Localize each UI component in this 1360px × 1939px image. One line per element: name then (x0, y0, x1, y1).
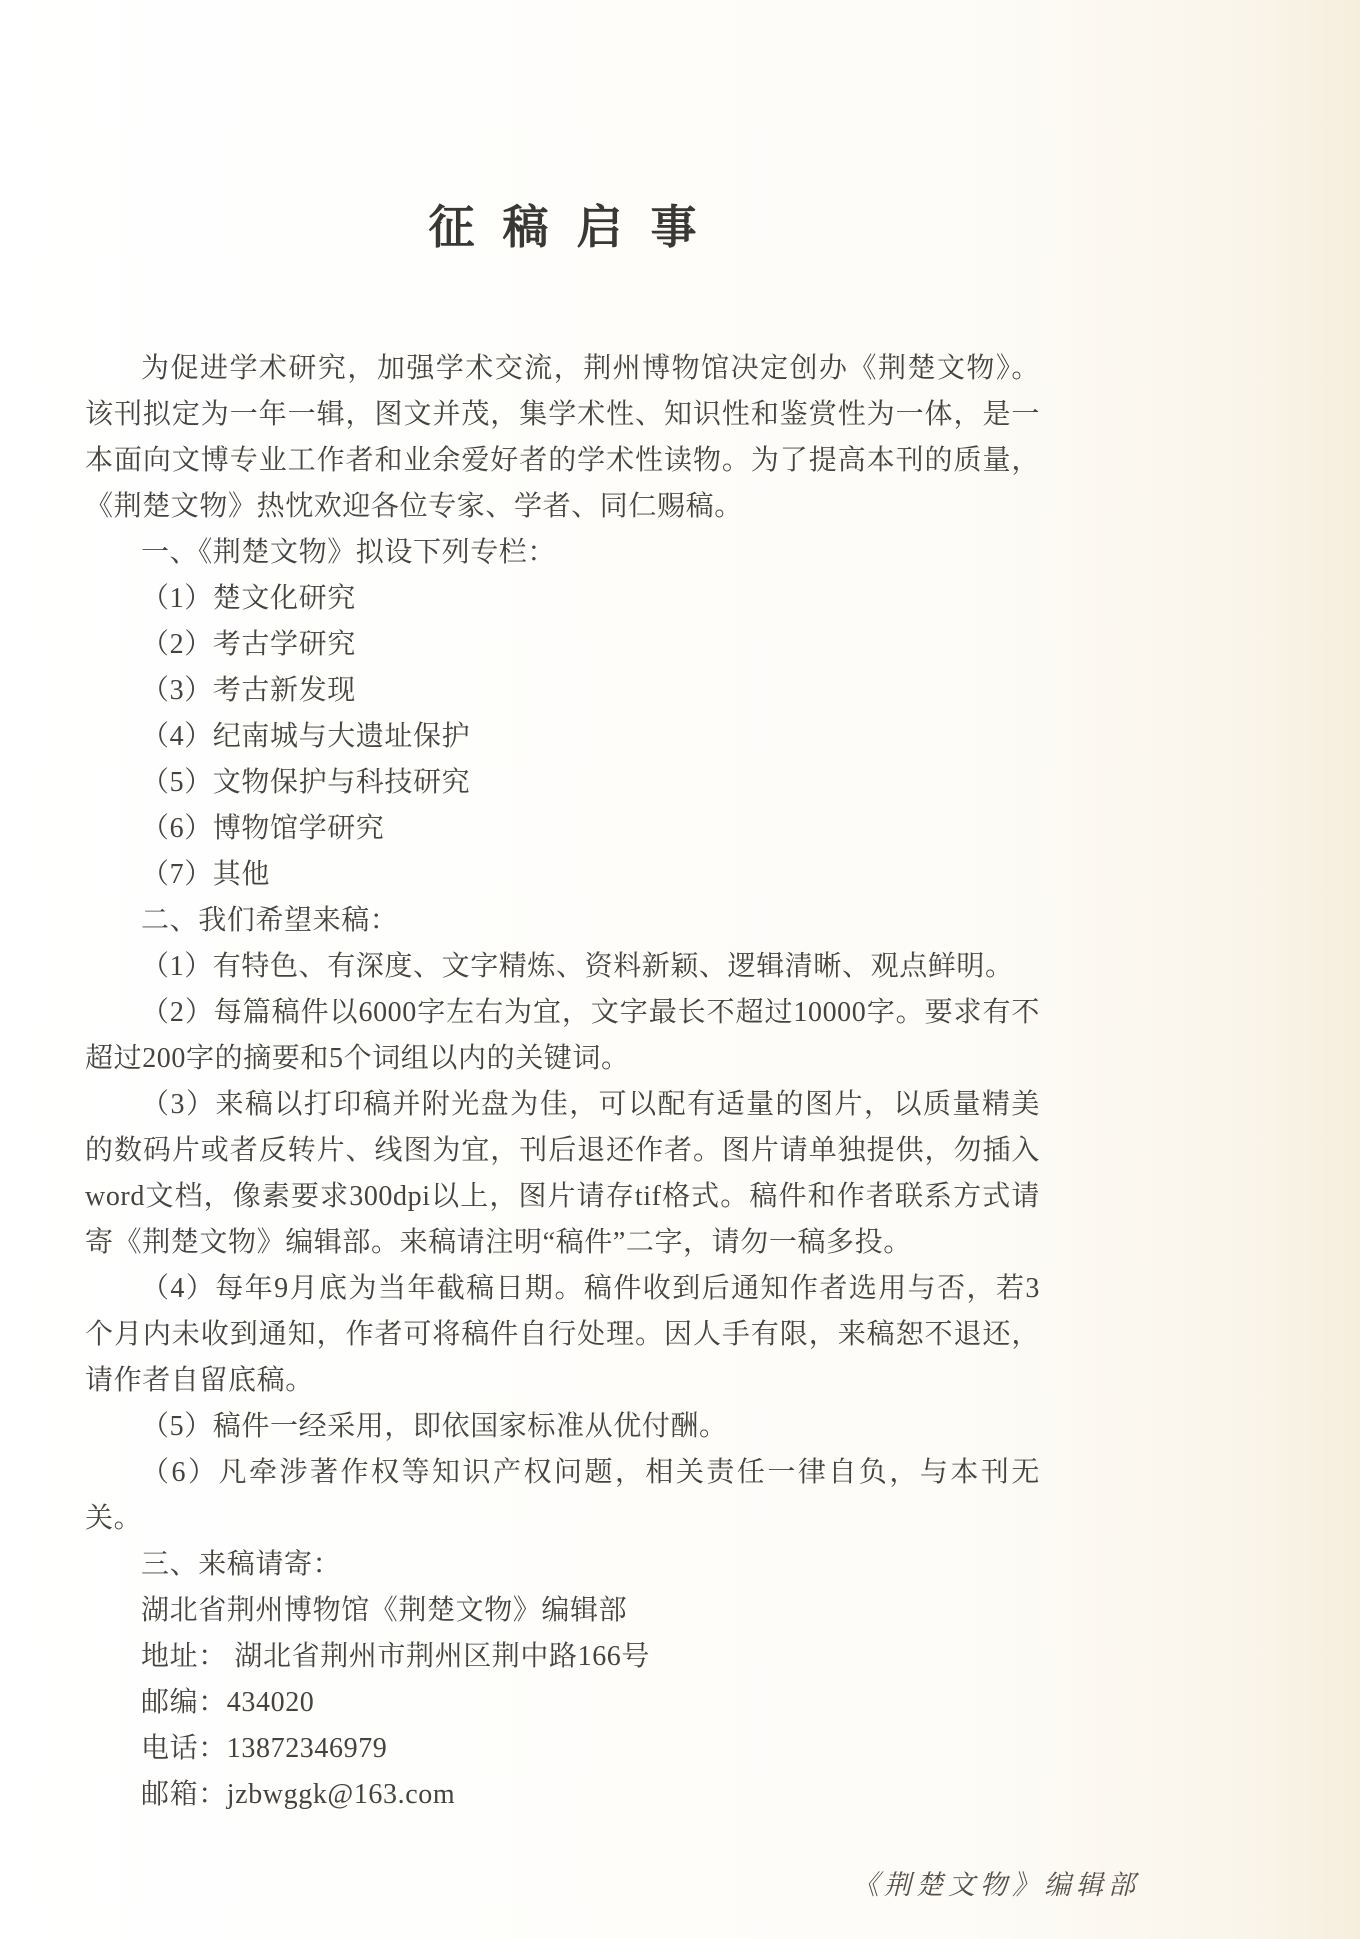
section2-item: （4）每年9月底为当年截稿日期。稿件收到后通知作者选用与否，若3个月内未收到通知，作者可将稿件自行处理。因人手有限，来稿恕不退还，请作者自留底稿。 (85, 1273, 1040, 1396)
section2-item: （5）稿件一经采用，即依国家标准从优付酬。 (141, 1411, 728, 1442)
section1-item: （3）考古新发现 (141, 675, 356, 706)
signature-editorial-department: 《荆楚文物》编辑部 (852, 1870, 1140, 1900)
section2-item: （2）每篇稿件以6000字左右为宜，文字最长不超过10000字。要求有不超过200字的摘要和5个词组以内的关键词。 (85, 997, 1040, 1074)
section2-item: （6）凡牵涉著作权等知识产权问题，相关责任一律自负，与本刊无关。 (85, 1457, 1040, 1534)
section1-item: （1）楚文化研究 (141, 583, 356, 614)
section1-item: （7）其他 (141, 859, 271, 890)
section3-heading: 三、来稿请寄： (141, 1549, 342, 1580)
contact-phone: 电话：13872346979 (141, 1733, 388, 1764)
contact-address: 地址： 湖北省荆州市荆州区荆中路166号 (141, 1641, 651, 1672)
section2-item: （1）有特色、有深度、文字精炼、资料新颖、逻辑清晰、观点鲜明。 (141, 951, 1014, 982)
section1-item: （6）博物馆学研究 (141, 813, 385, 844)
intro-paragraph: 为促进学术研究，加强学术交流，荆州博物馆决定创办《荆楚文物》。该刊拟定为一年一辑，图文并茂，集学术性、知识性和鉴赏性为一体，是一本面向文博专业工作者和业余爱好者的学术性读物。为了提高本刊的质量，《荆楚文物》热忱欢迎各位专家、学者、同仁赐稿。 (85, 353, 1040, 522)
page-title: 征稿启事 (428, 202, 725, 253)
contact-email: 邮箱：jzbwggk@163.com (141, 1779, 456, 1810)
contact-postcode: 邮编：434020 (141, 1687, 315, 1718)
section2-item: （3）来稿以打印稿并附光盘为佳，可以配有适量的图片，以质量精美的数码片或者反转片、线图为宜，刊后退还作者。图片请单独提供，勿插入word文档，像素要求300dpi以上，图片请存tif格式。稿件和作者联系方式请寄《荆楚文物》编辑部。来稿请注明“稿件”二字，请勿一稿多投。 (85, 1089, 1040, 1258)
section1-heading: 一、《荆楚文物》拟设下列专栏： (141, 537, 557, 568)
contact-editorial-office: 湖北省荆州博物馆《荆楚文物》编辑部 (141, 1595, 628, 1626)
document-body (85, 346, 1040, 1818)
section2-heading: 二、我们希望来稿： (141, 905, 399, 936)
section1-item: （4）纪南城与大遗址保护 (141, 721, 471, 752)
section1-item: （2）考古学研究 (141, 629, 356, 660)
section1-item: （5）文物保护与科技研究 (141, 767, 471, 798)
